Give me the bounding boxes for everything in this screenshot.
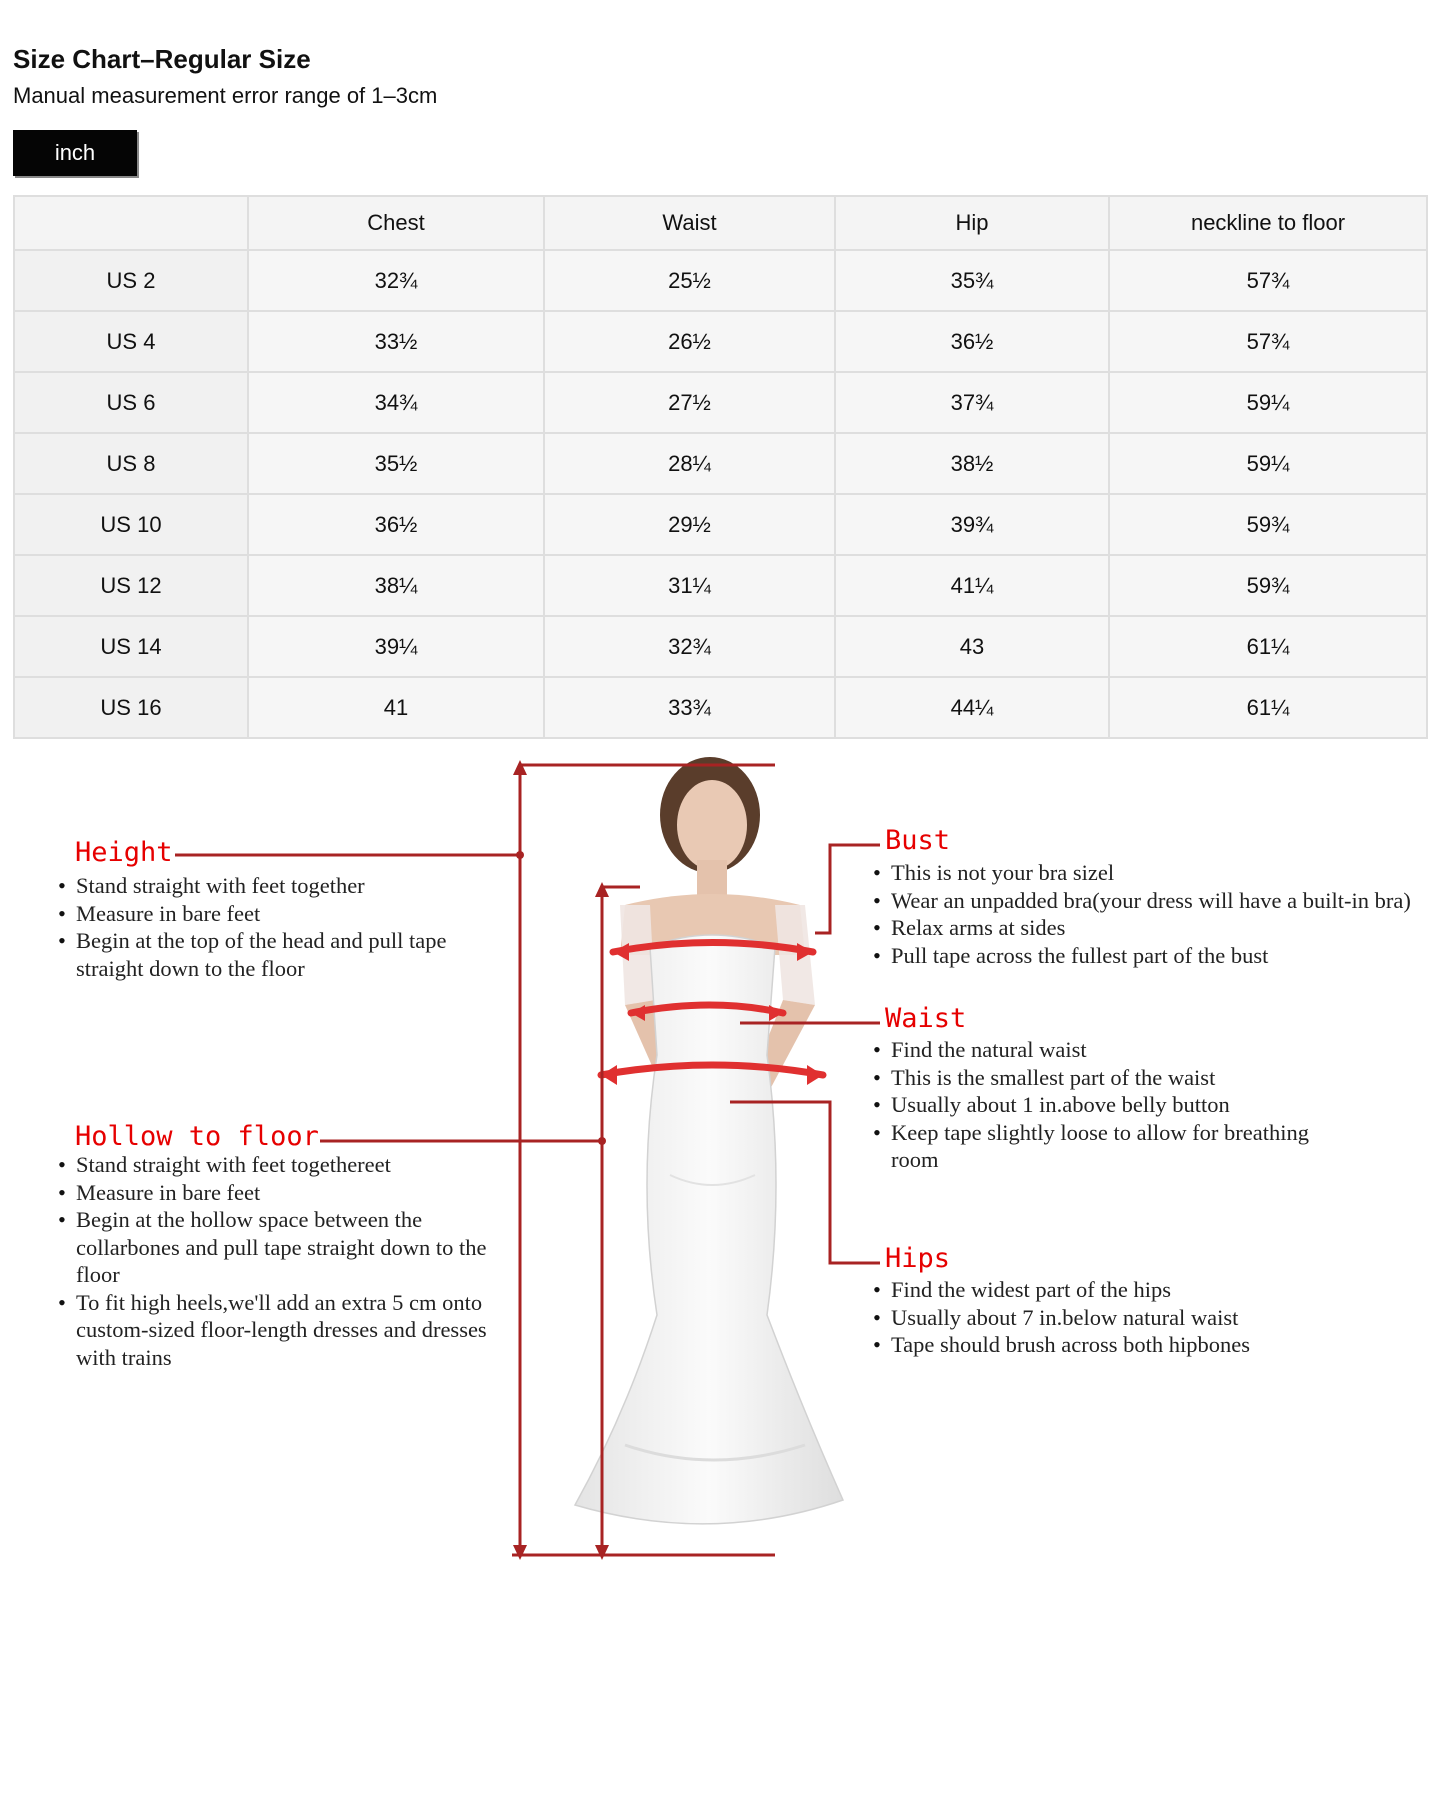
list-item: • Begin at the top of the head and pull tape straight down to the floor: [58, 927, 508, 982]
size-cell: US 4: [14, 311, 248, 372]
chest-cell: 35½: [248, 433, 544, 494]
hip-cell: 36½: [835, 311, 1109, 372]
waist-label: Waist: [885, 1003, 967, 1034]
hollow-arrow-bottom: [595, 1545, 609, 1560]
neckline-cell: 61¼: [1109, 677, 1427, 738]
size-chart-title: Size Chart–Regular Size: [13, 44, 311, 74]
hip-cell: 38½: [835, 433, 1109, 494]
table-row: [14, 372, 1427, 433]
waist-cell: 27½: [544, 372, 835, 433]
list-item: • Tape should brush across both hipbones: [873, 1331, 1373, 1359]
list-item: • Stand straight with feet together: [58, 872, 508, 900]
hollow-to-floor-label: Hollow to floor: [75, 1121, 319, 1152]
header-cell-waist: Waist: [544, 196, 835, 250]
waist-cell: 33¾: [544, 677, 835, 738]
header-cell-chest: Chest: [248, 196, 544, 250]
measurement-guide: [0, 755, 1440, 1585]
neckline-cell: 59¼: [1109, 372, 1427, 433]
size-chart-table: [13, 195, 1428, 739]
waist-cell: 32¾: [544, 616, 835, 677]
chest-cell: 34¾: [248, 372, 544, 433]
height-instructions: [58, 872, 508, 982]
waist-instructions: [873, 1036, 1323, 1174]
height-pointer-dot: [516, 851, 524, 859]
bust-connector-line: [815, 845, 880, 933]
size-cell: US 14: [14, 616, 248, 677]
hip-cell: 37¾: [835, 372, 1109, 433]
hip-cell: 43: [835, 616, 1109, 677]
list-item: • To fit high heels,we'll add an extra 5 cm onto custom-sized floor-length dresses and dresses with trains: [58, 1289, 508, 1372]
list-item: • Find the natural waist: [873, 1036, 1323, 1064]
list-item: • Relax arms at sides: [873, 914, 1413, 942]
list-item: • Begin at the hollow space between the collarbones and pull tape straight down to the floor: [58, 1206, 508, 1289]
table-row: [14, 494, 1427, 555]
table-row: [14, 433, 1427, 494]
neckline-cell: 57¾: [1109, 311, 1427, 372]
neckline-cell: 59¾: [1109, 494, 1427, 555]
list-item: • Stand straight with feet togethereet: [58, 1151, 508, 1179]
hip-cell: 35¾: [835, 250, 1109, 311]
size-cell: US 12: [14, 555, 248, 616]
list-item: • Measure in bare feet: [58, 1179, 508, 1207]
hollow-arrow-top: [595, 882, 609, 897]
hips-connector-line: [730, 1102, 880, 1263]
height-arrow-top: [513, 760, 527, 775]
list-item: • Measure in bare feet: [58, 900, 508, 928]
waist-cell: 31¼: [544, 555, 835, 616]
hollow-to-floor-instructions: [58, 1151, 508, 1371]
table-row: [14, 311, 1427, 372]
chest-cell: 41: [248, 677, 544, 738]
neckline-cell: 59¾: [1109, 555, 1427, 616]
measurement-error-note: Manual measurement error range of 1–3cm: [13, 83, 438, 108]
table-row: [14, 250, 1427, 311]
height-arrow-bottom: [513, 1545, 527, 1560]
waist-cell: 28¼: [544, 433, 835, 494]
hollow-pointer-dot: [598, 1137, 606, 1145]
list-item: • Usually about 1 in.above belly button: [873, 1091, 1323, 1119]
header-cell-size: [14, 196, 248, 250]
bust-label: Bust: [885, 825, 951, 856]
hips-instructions: [873, 1276, 1373, 1359]
list-item: • Pull tape across the fullest part of the bust: [873, 942, 1413, 970]
size-cell: US 16: [14, 677, 248, 738]
size-cell: US 6: [14, 372, 248, 433]
list-item: • This is the smallest part of the waist: [873, 1064, 1323, 1092]
hip-cell: 41¼: [835, 555, 1109, 616]
neckline-cell: 57¾: [1109, 250, 1427, 311]
chest-cell: 38¼: [248, 555, 544, 616]
height-label: Height: [75, 837, 173, 868]
table-row: [14, 616, 1427, 677]
list-item: • Keep tape slightly loose to allow for breathing room: [873, 1119, 1323, 1174]
waist-cell: 29½: [544, 494, 835, 555]
neckline-cell: 61¼: [1109, 616, 1427, 677]
waist-cell: 25½: [544, 250, 835, 311]
bust-instructions: [873, 859, 1413, 969]
table-row: [14, 555, 1427, 616]
chest-cell: 33½: [248, 311, 544, 372]
size-cell: US 2: [14, 250, 248, 311]
chest-cell: 32¾: [248, 250, 544, 311]
hip-cell: 39¾: [835, 494, 1109, 555]
size-cell: US 8: [14, 433, 248, 494]
list-item: • Wear an unpadded bra(your dress will have a built-in bra): [873, 887, 1413, 915]
header-cell-hip: Hip: [835, 196, 1109, 250]
size-cell: US 10: [14, 494, 248, 555]
list-item: • This is not your bra sizel: [873, 859, 1413, 887]
table-row: [14, 677, 1427, 738]
list-item: • Find the widest part of the hips: [873, 1276, 1373, 1304]
table-header-row: [14, 196, 1427, 250]
hip-cell: 44¼: [835, 677, 1109, 738]
neckline-cell: 59¼: [1109, 433, 1427, 494]
list-item: • Usually about 7 in.below natural waist: [873, 1304, 1373, 1332]
chest-cell: 36½: [248, 494, 544, 555]
chest-cell: 39¼: [248, 616, 544, 677]
unit-inch-button[interactable]: inch: [13, 130, 137, 176]
hips-label: Hips: [885, 1243, 951, 1274]
waist-cell: 26½: [544, 311, 835, 372]
header-cell-neckline-to-floor: neckline to floor: [1109, 196, 1427, 250]
